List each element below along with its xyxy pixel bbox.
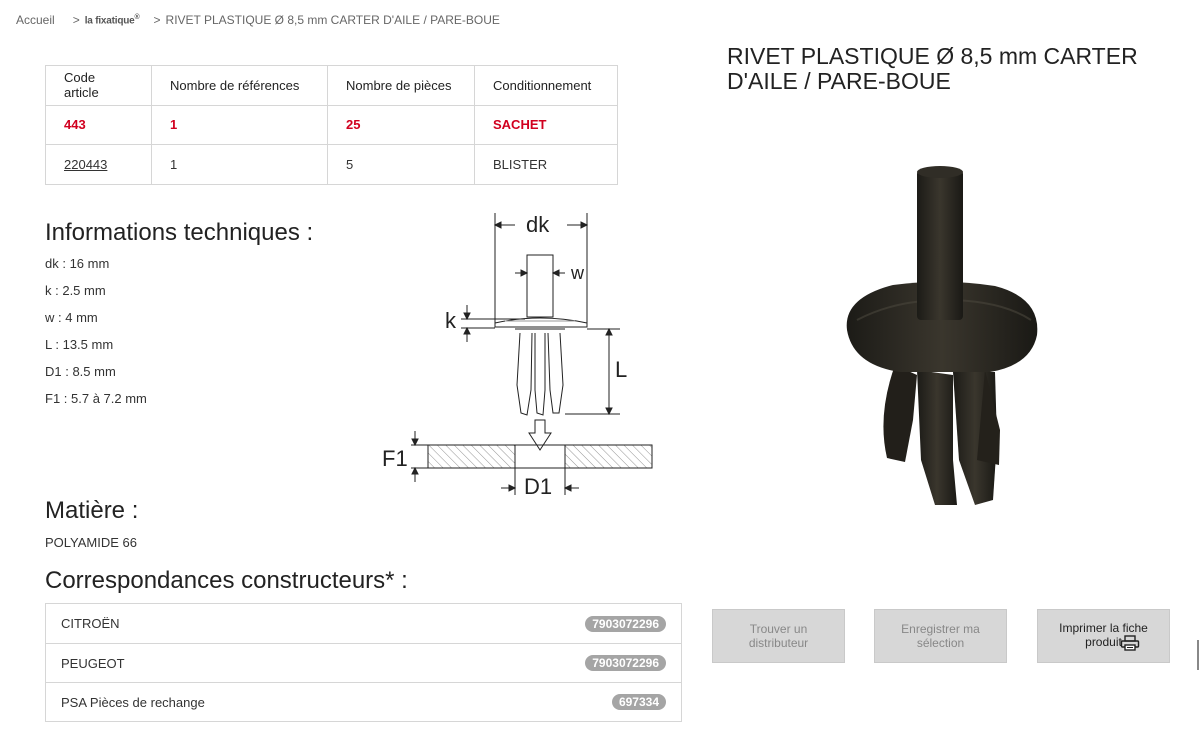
manufacturer-ref-badge: 7903072296 — [585, 616, 666, 632]
save-selection-button[interactable]: Enregistrer ma sélection — [874, 609, 1007, 663]
dim-label-L: L — [615, 357, 628, 382]
dim-label-k: k — [445, 308, 456, 333]
manufacturer-ref-badge: 7903072296 — [585, 655, 666, 671]
cell-code — [46, 145, 152, 185]
print-sheet-button[interactable] — [1037, 609, 1170, 663]
spec-item: L : 13.5 mm — [45, 337, 114, 352]
spec-item: k : 2.5 mm — [45, 283, 106, 298]
spec-list — [45, 256, 147, 418]
article-table — [45, 65, 618, 185]
tech-info-title: Informations techniques : — [45, 219, 314, 246]
rivet-dimension-diagram — [375, 205, 665, 505]
breadcrumb-separator: > — [153, 13, 161, 27]
dim-label-dk: dk — [526, 212, 550, 237]
cell-refs: 1 — [152, 105, 328, 145]
column-header: Conditionnement — [475, 66, 618, 106]
material-value: POLYAMIDE 66 — [45, 535, 137, 550]
spec-item: F1 : 5.7 à 7.2 mm — [45, 391, 147, 406]
column-header: Code article — [46, 66, 152, 106]
list-item — [46, 682, 681, 721]
list-item — [46, 604, 681, 643]
print-button-label: Imprimer la fiche produit — [1059, 621, 1148, 649]
breadcrumb — [16, 13, 500, 27]
find-distributor-button[interactable]: Trouver un distributeur — [712, 609, 845, 663]
spec-item: D1 : 8.5 mm — [45, 364, 116, 379]
printer-icon — [1120, 635, 1140, 651]
cell-pieces: 25 — [328, 105, 475, 145]
manufacturer-name: PEUGEOT — [61, 655, 125, 671]
scrollbar[interactable] — [1197, 640, 1199, 670]
spec-item: dk : 16 mm — [45, 256, 110, 271]
dim-label-w: w — [571, 263, 584, 283]
table-row — [46, 105, 618, 145]
product-title: RIVET PLASTIQUE Ø 8,5 mm CARTER D'AILE / PARE-BOUE — [727, 43, 1138, 94]
breadcrumb-current: RIVET PLASTIQUE Ø 8,5 mm CARTER D'AILE / PARE-BOUE — [165, 13, 500, 27]
manufacturer-name: PSA Pièces de rechange — [61, 694, 205, 710]
cell-pack: BLISTER — [475, 145, 618, 185]
manufacturer-name: CITROËN — [61, 616, 120, 631]
table-header-row — [46, 66, 618, 106]
material-title: Matière : — [45, 497, 139, 524]
product-image — [835, 160, 1055, 510]
breadcrumb-separator: > — [72, 13, 80, 27]
table-row — [46, 145, 618, 185]
list-item — [46, 643, 681, 682]
correspondances-title: Correspondances constructeurs* : — [45, 567, 408, 594]
cell-pack: SACHET — [475, 105, 618, 145]
manufacturer-ref-badge: 697334 — [612, 694, 666, 710]
correspondances-list — [45, 603, 682, 722]
cell-refs: 1 — [152, 145, 328, 185]
dim-label-D1: D1 — [524, 474, 553, 499]
article-code-link[interactable]: 220443 — [64, 156, 108, 172]
dim-label-F1: F1 — [382, 446, 408, 471]
spec-item: w : 4 mm — [45, 310, 98, 325]
breadcrumb-home[interactable]: Accueil — [16, 13, 55, 27]
column-header: Nombre de références — [152, 66, 328, 106]
breadcrumb-brand[interactable]: la fixatique® — [84, 13, 140, 27]
column-header: Nombre de pièces — [328, 66, 475, 106]
cell-pieces: 5 — [328, 145, 475, 185]
cell-code: 443 — [46, 105, 152, 145]
